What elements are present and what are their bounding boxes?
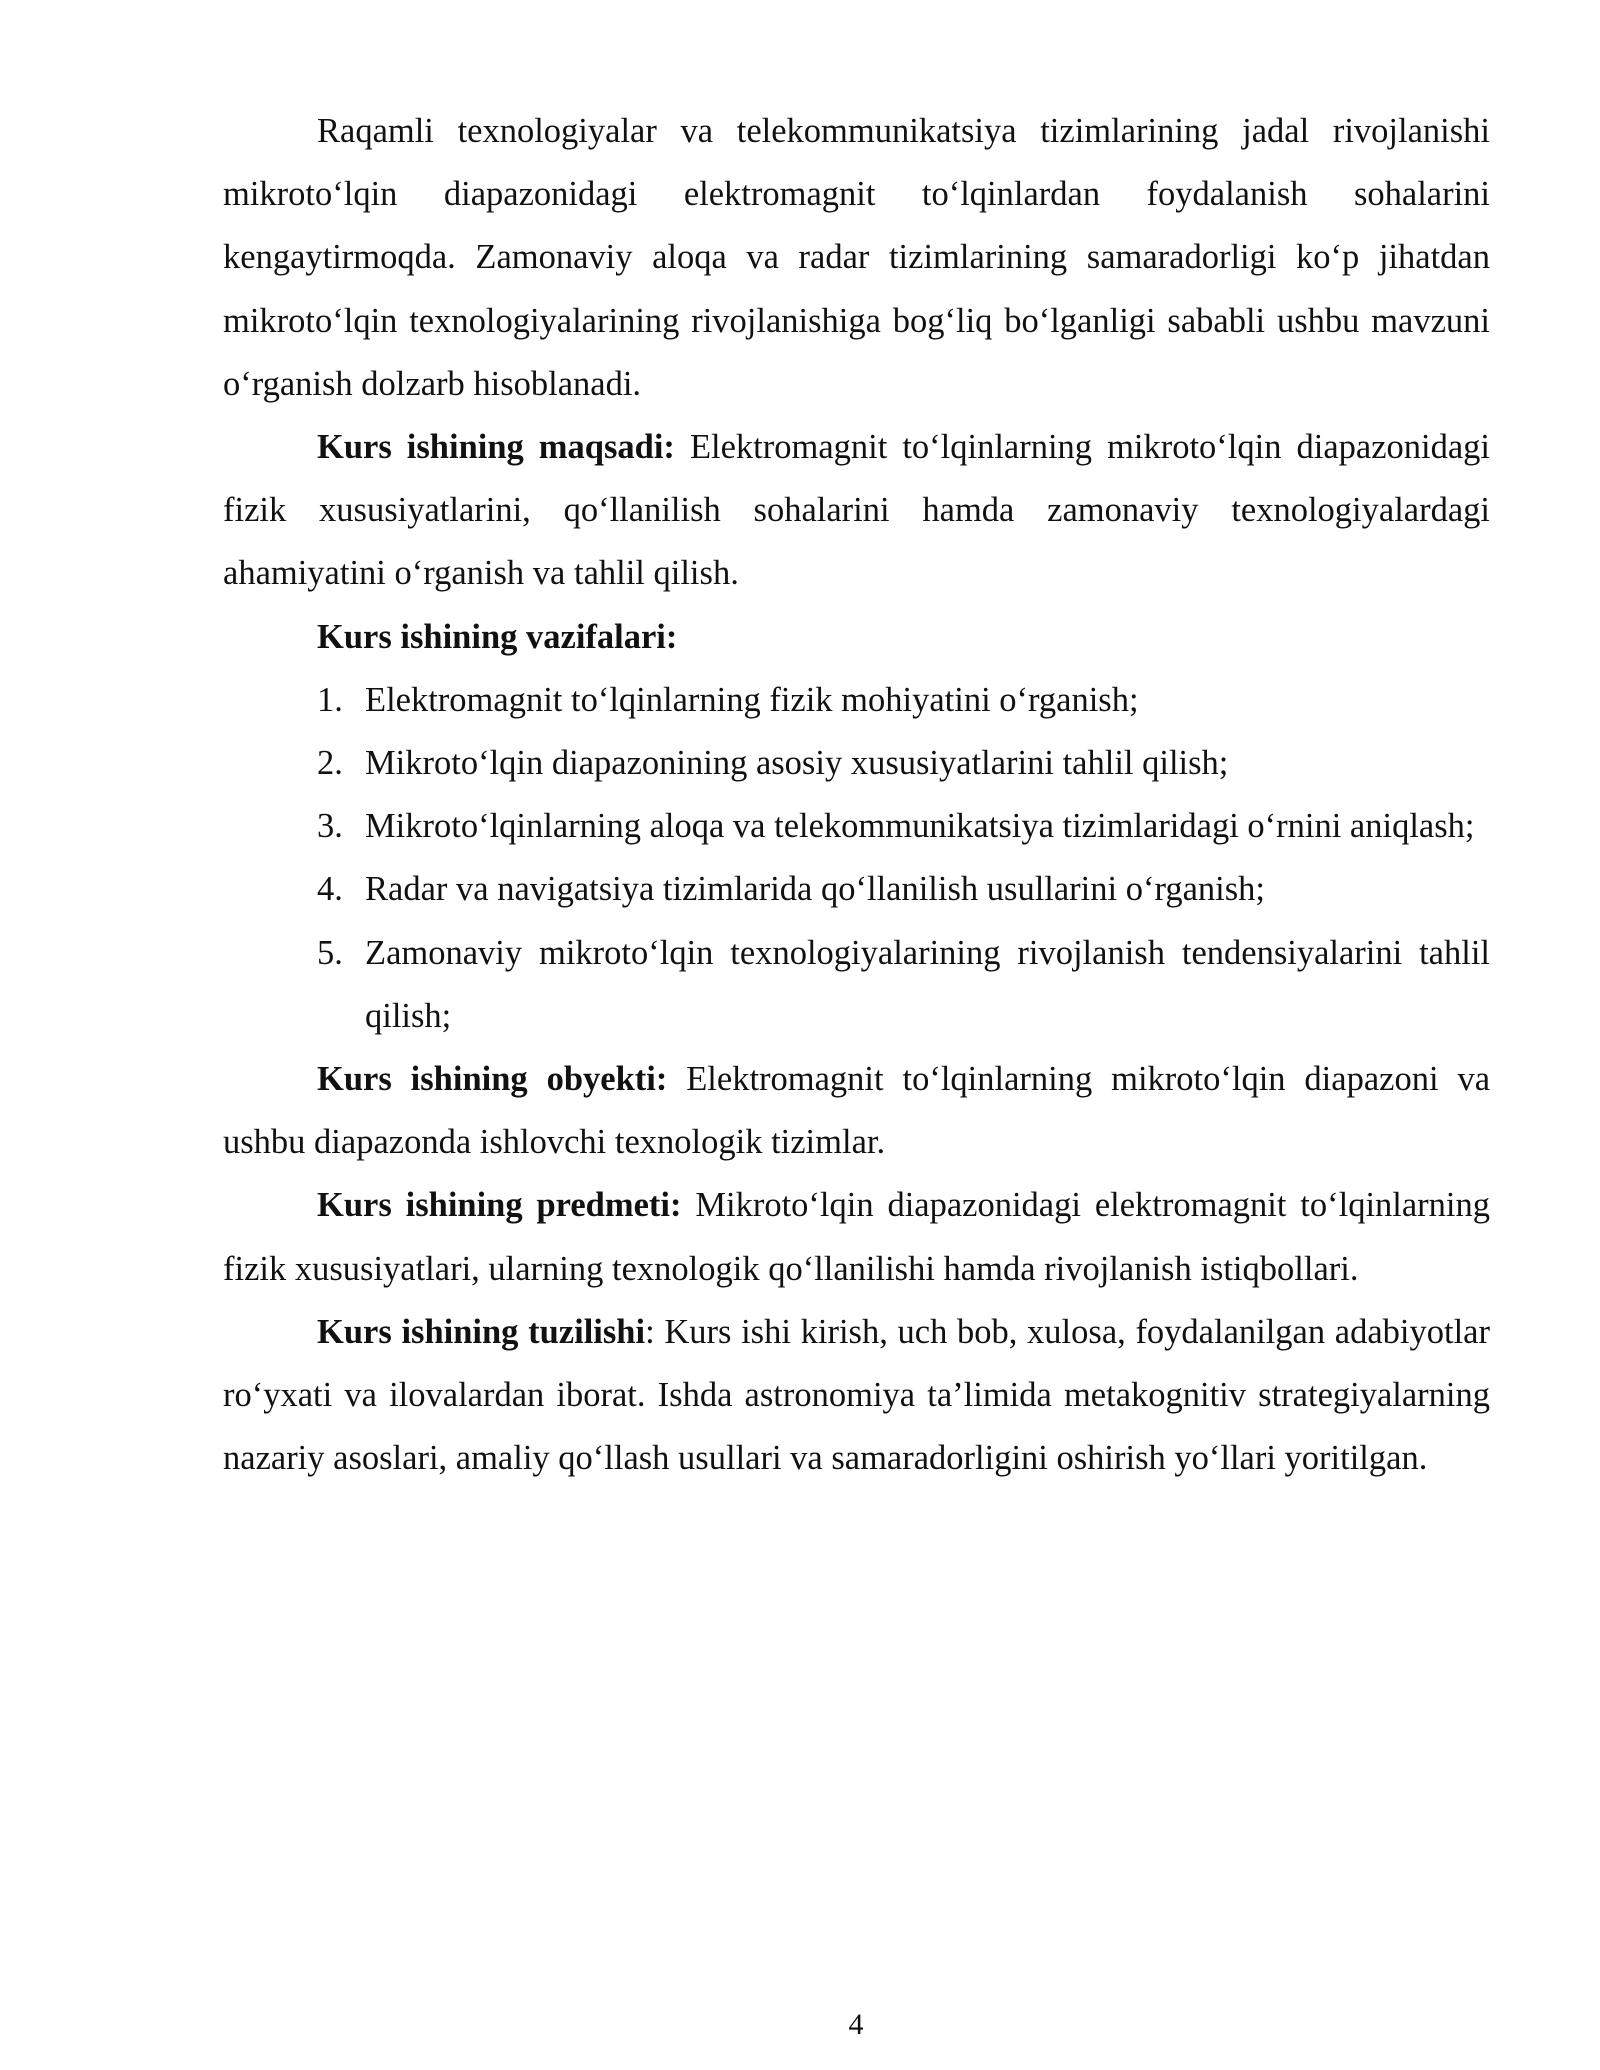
intro-paragraph: Raqamli texnologiyalar va telekommunikatsiya tizimlarining jadal rivojlanishi mikrotoʻlqin diapazonidagi elektromagnit toʻlqinlardan foydalanish sohalarini kengaytirmoqda. Zamonaviy aloqa va radar tizimlarining samaradorligi koʻp jihatdan mikrotoʻlqin texnologiyalarining rivojlanishiga bogʻliq boʻlganligi sababli ushbu mavzuni oʻrganish dolzarb hisoblanadi.: [223, 112, 1490, 403]
list-item-text: Radar va navigatsiya tizimlarida qoʻllanilish usullarini oʻrganish;: [365, 870, 1265, 909]
list-item-number: 4.: [317, 870, 343, 909]
list-item: [223, 922, 1490, 1048]
document-page: [223, 100, 1490, 1490]
list-item: [223, 669, 1490, 732]
list-item-text: Elektromagnit toʻlqinlarning fizik mohiyatini oʻrganish;: [365, 680, 1139, 719]
goal-text: Elektromagnit toʻlqinlarning mikrotoʻlqin diapazonidagi fizik xususiyatlarini, qoʻllanilish sohalarini hamda zamonaviy texnologiyalardagi ahamiyatini oʻrganish va tahlil qilish.: [223, 428, 1490, 593]
list-item-number: 3.: [317, 807, 343, 846]
subject-label: Kurs ishining predmeti:: [317, 1186, 682, 1225]
subject-paragraph: [223, 1174, 1490, 1300]
list-item: [223, 858, 1490, 921]
structure-text: : Kurs ishi kirish, uch bob, xulosa, foydalanilgan adabiyotlar roʻyxati va ilovalardan iborat. Ishda astronomiya ta’limida metakognitiv strategiyalarning nazariy asoslari, amaliy qoʻllash usullari va samaradorligini oshirish yoʻllari yoritilgan.: [223, 1312, 1490, 1478]
list-item: [223, 732, 1490, 795]
object-label: Kurs ishining obyekti:: [317, 1060, 668, 1099]
list-item: [223, 795, 1490, 858]
list-item-text: Mikrotoʻlqinlarning aloqa va telekommunikatsiya tizimlaridagi oʻrnini aniqlash;: [365, 807, 1475, 846]
list-item-text: Mikrotoʻlqin diapazonining asosiy xususiyatlarini tahlil qilish;: [365, 744, 1229, 783]
object-paragraph: [223, 1048, 1490, 1174]
list-item-number: 2.: [317, 744, 343, 783]
structure-paragraph: [223, 1301, 1490, 1491]
goal-paragraph: [223, 416, 1490, 606]
tasks-heading: [223, 606, 1490, 669]
object-text: Elektromagnit toʻlqinlarning mikrotoʻlqin diapazoni va ushbu diapazonda ishlovchi texnologik tizimlar.: [223, 1060, 1491, 1162]
goal-label: Kurs ishining maqsadi:: [317, 428, 675, 467]
subject-text: Mikrotoʻlqin diapazonidagi elektromagnit toʻlqinlarning fizik xususiyatlari, ularning texnologik qoʻllanilishi hamda rivojlanish istiqbollari.: [223, 1186, 1491, 1288]
tasks-list: [223, 669, 1490, 1048]
list-item-text: Zamonaviy mikrotoʻlqin texnologiyalarining rivojlanish tendensiyalarini tahlil qilish;: [365, 933, 1490, 1035]
list-item-number: 1.: [317, 680, 343, 719]
list-item-number: 5.: [317, 933, 343, 972]
structure-label: Kurs ishining tuzilishi: [317, 1312, 646, 1351]
tasks-label: Kurs ishining vazifalari:: [317, 617, 678, 656]
page-number: 4: [848, 2008, 864, 2041]
